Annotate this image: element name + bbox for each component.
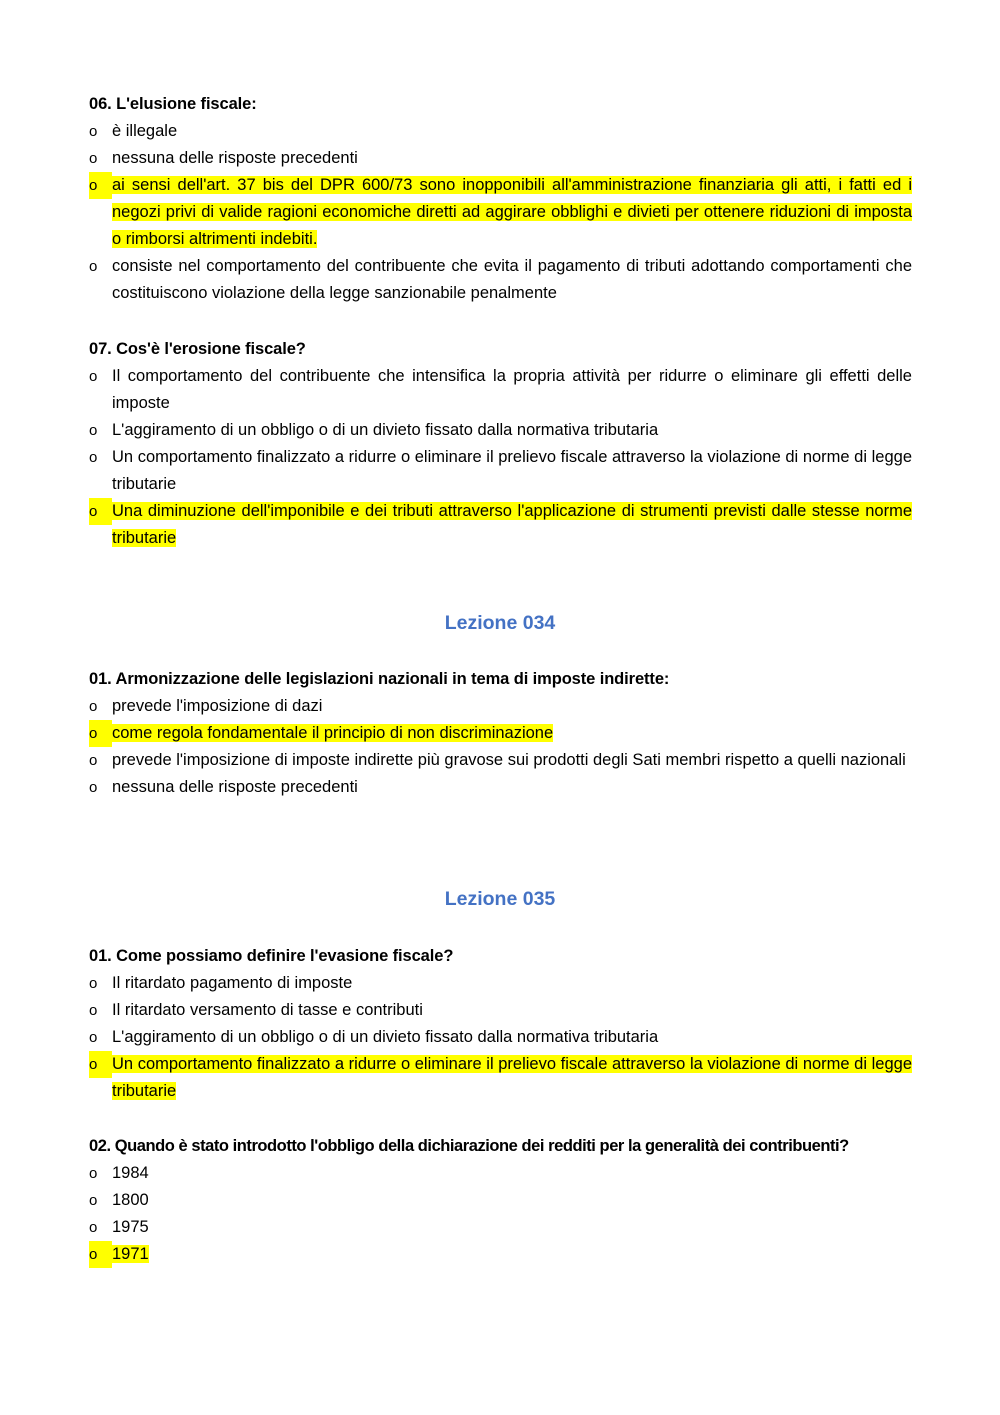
answer-option-correct (89, 1241, 912, 1268)
answer-text: è illegale (112, 122, 178, 140)
answer-list (89, 970, 912, 1105)
answer-option (89, 417, 912, 444)
circle-bullet-icon: o (89, 698, 98, 715)
question-block-07 (89, 336, 912, 552)
answer-option (89, 1187, 912, 1214)
answer-option (89, 997, 912, 1024)
answer-text: Un comportamento finalizzato a ridurre o eliminare il prelievo fiscale attraverso la violazione di norme di legge tributarie (112, 1055, 912, 1100)
answer-option (89, 747, 912, 774)
circle-bullet-icon: o (89, 1219, 98, 1236)
answer-text: L'aggiramento di un obbligo o di un divieto fissato dalla normativa tributaria (112, 421, 659, 439)
circle-bullet-icon: o (89, 172, 112, 199)
question-block-034-01 (89, 666, 912, 801)
answer-text: Una diminuzione dell'imponibile e dei tributi attraverso l'applicazione di strumenti previsti dalle stesse norme tributarie (112, 502, 912, 547)
answer-text: 1800 (112, 1191, 149, 1209)
circle-bullet-icon: o (89, 779, 98, 796)
answer-text: nessuna delle risposte precedenti (112, 778, 358, 796)
answer-option (89, 444, 912, 498)
circle-bullet-icon: o (89, 975, 98, 992)
answer-option (89, 1160, 912, 1187)
answer-text: Il ritardato versamento di tasse e contributi (112, 1001, 423, 1019)
circle-bullet-icon: o (89, 1192, 98, 1209)
circle-bullet-icon: o (89, 720, 112, 747)
answer-option-correct (89, 720, 912, 747)
answer-list (89, 1160, 912, 1268)
circle-bullet-icon: o (89, 498, 112, 525)
circle-bullet-icon: o (89, 1241, 112, 1268)
circle-bullet-icon: o (89, 150, 98, 167)
question-text: 02. Quando è stato introdotto l'obbligo della dichiarazione dei redditi per la generalità dei contribuenti? (89, 1137, 849, 1155)
answer-option (89, 363, 912, 417)
answer-text: come regola fondamentale il principio di non discriminazione (112, 724, 554, 742)
answer-option-correct (89, 498, 912, 552)
question-block-035-01 (89, 943, 912, 1105)
answer-text: Un comportamento finalizzato a ridurre o eliminare il prelievo fiscale attraverso la violazione di norme di legge tributarie (112, 448, 912, 493)
answer-text: prevede l'imposizione di imposte indirette più gravose sui prodotti degli Sati membri rispetto a quelli nazionali (112, 751, 906, 769)
circle-bullet-icon: o (89, 123, 98, 140)
circle-bullet-icon: o (89, 1051, 112, 1078)
answer-text: prevede l'imposizione di dazi (112, 697, 323, 715)
question-text: 01. Come possiamo definire l'evasione fiscale? (89, 947, 454, 965)
question-text: 07. Cos'è l'erosione fiscale? (89, 340, 306, 358)
circle-bullet-icon: o (89, 449, 98, 466)
answer-option (89, 774, 912, 801)
answer-option-correct (89, 172, 912, 253)
answer-list (89, 363, 912, 552)
circle-bullet-icon: o (89, 1029, 98, 1046)
circle-bullet-icon: o (89, 1165, 98, 1182)
lesson-heading-035: Lezione 035 (444, 888, 556, 910)
circle-bullet-icon: o (89, 258, 98, 275)
answer-text: consiste nel comportamento del contribuente che evita il pagamento di tributi adottando comportamenti che costituiscono violazione della legge sanzionabile penalmente (112, 257, 912, 302)
question-block-06 (89, 91, 912, 307)
answer-text: ai sensi dell'art. 37 bis del DPR 600/73 sono inopponibili all'amministrazione finanziaria gli atti, i fatti ed i negozi privi di valide ragioni economiche diretti ad aggirare obblighi e divieti per ottenere riduzioni di imposta o rimborsi altrimenti indebiti. (112, 176, 912, 248)
answer-text: 1975 (112, 1218, 149, 1236)
question-text: 06. L'elusione fiscale: (89, 95, 257, 113)
answer-text: 1971 (112, 1245, 149, 1263)
answer-option (89, 1214, 912, 1241)
answer-text: nessuna delle risposte precedenti (112, 149, 358, 167)
answer-text: L'aggiramento di un obbligo o di un divieto fissato dalla normativa tributaria (112, 1028, 659, 1046)
answer-option (89, 1024, 912, 1051)
answer-option (89, 253, 912, 307)
circle-bullet-icon: o (89, 1002, 98, 1019)
answer-option (89, 145, 912, 172)
answer-text: Il ritardato pagamento di imposte (112, 974, 353, 992)
answer-text: Il comportamento del contribuente che intensifica la propria attività per ridurre o eliminare gli effetti delle imposte (112, 367, 912, 412)
question-text: 01. Armonizzazione delle legislazioni nazionali in tema di imposte indirette: (89, 670, 670, 688)
answer-option (89, 118, 912, 145)
circle-bullet-icon: o (89, 422, 98, 439)
circle-bullet-icon: o (89, 368, 98, 385)
answer-option (89, 693, 912, 720)
answer-option-correct (89, 1051, 912, 1105)
answer-list (89, 118, 912, 307)
lesson-heading-034: Lezione 034 (444, 612, 556, 634)
circle-bullet-icon: o (89, 752, 98, 769)
answer-text: 1984 (112, 1164, 149, 1182)
question-block-035-02 (89, 1133, 912, 1268)
answer-option (89, 970, 912, 997)
answer-list (89, 693, 912, 801)
